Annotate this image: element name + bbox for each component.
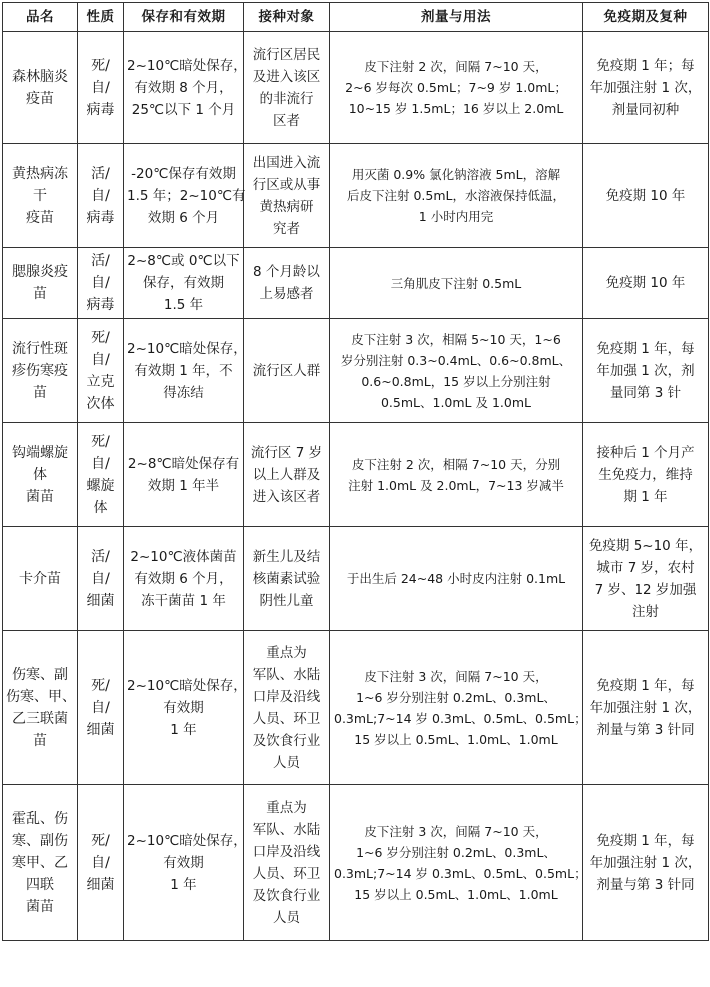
vaccine-name-cell	[3, 631, 78, 785]
cell-line: 得冻结	[163, 384, 204, 401]
table-row	[3, 319, 709, 423]
cell-line: 年加强注射 1 次，	[589, 79, 702, 96]
cell-line: 8 个月龄以	[253, 264, 320, 280]
nature-cell	[78, 248, 124, 319]
cell-line: 2~10℃暗处保存，	[127, 340, 247, 357]
dose-cell	[330, 631, 587, 785]
cell-line: 15 岁以上 0.5mL、1.0mL、1.0mL	[354, 731, 558, 747]
storage-cell	[124, 319, 247, 423]
cell-line: 黄热病研	[259, 198, 314, 215]
storage-cell	[124, 631, 247, 785]
cell-line: 次体	[86, 395, 115, 412]
vaccine-name-cell	[3, 527, 78, 631]
cell-line: -20℃保存有效期	[131, 165, 236, 182]
cell-line: 0.3mL;7~14 岁 0.3mL、0.5mL、0.5mL；	[334, 865, 587, 881]
dose-cell	[330, 785, 587, 941]
table-row	[3, 527, 709, 631]
target-cell	[244, 144, 330, 248]
immunity-cell	[583, 144, 709, 248]
vaccine-name-cell	[3, 248, 78, 319]
cell-line: 效期 6 个月	[147, 209, 220, 226]
nature-cell	[78, 32, 124, 144]
cell-line: 病毒	[86, 101, 115, 118]
cell-line: 及饮食行业	[252, 887, 321, 904]
target-cell	[244, 423, 330, 527]
nature-cell	[78, 423, 124, 527]
cell-line: 自/	[91, 854, 110, 871]
vaccine-name-cell	[3, 32, 78, 144]
header-nature: 性质	[78, 3, 124, 32]
cell-line: 0.5mL、1.0mL 及 1.0mL	[380, 394, 531, 410]
storage-cell	[124, 32, 247, 144]
cell-line: 自/	[91, 79, 110, 96]
cell-line: 皮下注射 2 次，间隔 7~10 天，	[364, 59, 548, 74]
table-row	[3, 248, 709, 319]
cell-line: 伤寒、甲、	[6, 688, 76, 705]
cell-line: 后皮下注射 0.5mL，水溶液保持低温，	[347, 188, 565, 203]
cell-line: 苗	[33, 286, 47, 302]
cell-line: 人员	[273, 909, 300, 926]
table-row	[3, 144, 709, 248]
cell-line: 军队、水陆	[252, 821, 321, 838]
immunity-cell	[583, 32, 709, 144]
cell-line: 自/	[91, 187, 110, 204]
cell-line: 皮下注射 2 次，相隔 7~10 天，分别	[351, 456, 561, 472]
cell-line: 自/	[91, 275, 110, 291]
cell-line: 7 岁、12 岁加强	[594, 581, 697, 598]
immunity-cell	[583, 248, 709, 319]
cell-line: 有效期	[163, 699, 204, 716]
cell-line: 流行区人群	[252, 362, 321, 379]
cell-line: 免疫期 5~10 年，	[588, 537, 703, 554]
cell-line: 出国进入流	[252, 154, 321, 171]
header-immunity: 免疫期及复种	[583, 3, 709, 32]
cell-line: 2~10℃暗处保存，	[127, 677, 247, 694]
dose-cell	[330, 248, 583, 319]
cell-line: 0.3mL;7~14 岁 0.3mL、0.5mL、0.5mL；	[334, 710, 587, 726]
immunity-cell	[583, 319, 709, 423]
immunity-cell	[583, 785, 709, 941]
cell-line: 期 1 年	[623, 488, 668, 505]
cell-line: 流行性斑	[12, 340, 68, 357]
table-row	[3, 32, 709, 144]
cell-line: 口岸及沿线	[252, 843, 321, 860]
vaccine-name-cell	[3, 144, 78, 248]
cell-line: 免疫期 1 年；每	[596, 57, 695, 74]
cell-line: 森林脑炎	[12, 68, 68, 85]
cell-line: 三角肌皮下注射 0.5mL	[390, 275, 522, 291]
storage-cell	[124, 785, 247, 941]
cell-line: 注射	[632, 603, 659, 620]
target-cell	[244, 527, 330, 631]
cell-line: 螺旋	[86, 477, 115, 494]
nature-cell	[78, 631, 124, 785]
vaccine-name-cell	[3, 785, 78, 941]
cell-line: 有效期 6 个月，	[134, 570, 233, 587]
header-dose: 剂量与用法	[330, 3, 583, 32]
cell-line: 的非流行	[259, 90, 314, 107]
cell-line: 黄热病冻	[12, 165, 68, 182]
table-row	[3, 423, 709, 527]
cell-line: 免疫期 1 年，每	[596, 832, 695, 849]
cell-line: 免疫期 10 年	[605, 187, 686, 204]
cell-line: 干	[33, 187, 47, 204]
cell-line: 皮下注射 3 次，间隔 7~10 天，	[364, 823, 548, 839]
cell-line: 剂量与第 3 针同	[596, 721, 695, 738]
cell-line: 人员、环卫	[252, 710, 321, 727]
cell-line: 15 岁以上 0.5mL、1.0mL、1.0mL	[354, 886, 558, 902]
cell-line: 生免疫力，维持	[598, 466, 693, 483]
immunity-cell	[583, 631, 709, 785]
cell-line: 苗	[33, 384, 47, 401]
table-header-row	[3, 3, 709, 32]
target-cell	[244, 248, 330, 319]
cell-line: 剂量与第 3 针同	[596, 876, 695, 893]
cell-line: 效期 1 年半	[147, 477, 220, 494]
vaccine-name-cell	[3, 423, 78, 527]
cell-line: 人员	[273, 754, 300, 771]
cell-line: 人员、环卫	[252, 865, 321, 882]
storage-cell	[124, 423, 244, 527]
cell-line: 注射 1.0mL 及 2.0mL，7~13 岁减半	[348, 477, 564, 493]
nature-cell	[78, 319, 124, 423]
cell-line: 自/	[91, 351, 110, 368]
cell-line: 死/	[91, 677, 110, 694]
cell-line: 免疫期 10 年	[605, 275, 686, 291]
cell-line: 体	[93, 499, 108, 516]
cell-line: 2~8℃暗处保存有	[127, 455, 240, 472]
target-cell	[244, 785, 330, 941]
cell-line: 2~8℃或 0℃以下	[127, 253, 240, 269]
cell-line: 量同第 3 针	[609, 384, 682, 401]
cell-line: 卡介苗	[19, 570, 61, 587]
cell-line: 流行区 7 岁	[250, 444, 323, 461]
cell-line: 核菌素试验	[252, 570, 321, 587]
nature-cell	[78, 785, 124, 941]
cell-line: 冻干菌苗 1 年	[141, 592, 226, 609]
cell-line: 1 年	[170, 721, 197, 738]
cell-line: 死/	[91, 329, 110, 346]
cell-line: 于出生后 24~48 小时皮内注射 0.1mL	[346, 571, 566, 586]
cell-line: 寒、副伤	[12, 832, 68, 849]
cell-line: 年加强 1 次，剂	[596, 362, 695, 379]
cell-line: 行区或从事	[252, 176, 321, 193]
cell-line: 自/	[91, 699, 110, 716]
cell-line: 四联	[26, 876, 54, 893]
cell-line: 1~6 岁分别注射 0.2mL、0.3mL、	[356, 844, 556, 860]
cell-line: 立克	[86, 373, 115, 390]
dose-cell	[330, 527, 583, 631]
cell-line: 重点为	[266, 644, 307, 661]
cell-line: 军队、水陆	[252, 666, 321, 683]
cell-line: 1 年	[170, 876, 197, 893]
cell-line: 及饮食行业	[252, 732, 321, 749]
cell-line: 2~10℃暗处保存，	[127, 832, 247, 849]
cell-line: 流行区居民	[252, 46, 321, 63]
vaccine-table	[2, 2, 709, 941]
cell-line: 腮腺炎疫	[12, 264, 68, 280]
cell-line: 伤寒、副	[12, 666, 68, 683]
cell-line: 重点为	[266, 799, 307, 816]
table-body	[3, 32, 709, 941]
cell-line: 乙三联菌	[12, 710, 68, 727]
immunity-cell	[583, 527, 709, 631]
cell-line: 城市 7 岁，农村	[596, 559, 695, 576]
cell-line: 岁分别注射 0.3~0.4mL、0.6~0.8mL、	[340, 352, 572, 368]
cell-line: 死/	[91, 832, 110, 849]
cell-line: 免疫期 1 年，每	[596, 677, 695, 694]
cell-line: 口岸及沿线	[252, 688, 321, 705]
header-target: 接种对象	[244, 3, 330, 32]
cell-line: 活/	[91, 165, 110, 182]
cell-line: 上易感者	[259, 286, 314, 302]
cell-line: 菌苗	[26, 488, 54, 505]
cell-line: 阴性儿童	[259, 592, 314, 609]
cell-line: 25℃以下 1 个月	[131, 101, 236, 118]
cell-line: 用灭菌 0.9% 氯化钠溶液 5mL，溶解	[351, 167, 561, 182]
target-cell	[244, 631, 330, 785]
cell-line: 自/	[91, 455, 110, 472]
nature-cell	[78, 527, 124, 631]
cell-line: 霍乱、伤	[12, 810, 68, 827]
cell-line: 菌苗	[26, 898, 54, 915]
cell-line: 1.5 年	[163, 297, 204, 313]
cell-line: 体	[33, 466, 47, 483]
cell-line: 1.5 年；2~10℃有	[127, 187, 246, 204]
cell-line: 有效期	[163, 854, 204, 871]
cell-line: 区者	[273, 112, 300, 129]
cell-line: 2~10℃暗处保存，	[127, 57, 247, 74]
cell-line: 1~6 岁分别注射 0.2mL、0.3mL、	[356, 689, 556, 705]
cell-line: 苗	[33, 732, 47, 749]
storage-cell	[124, 144, 244, 248]
dose-cell	[330, 32, 583, 144]
header-storage: 保存和有效期	[124, 3, 244, 32]
cell-line: 接种后 1 个月产	[596, 444, 695, 461]
cell-line: 及进入该区	[252, 68, 321, 85]
cell-line: 1 小时内用完	[418, 209, 494, 224]
table-row	[3, 631, 709, 785]
dose-cell	[330, 319, 583, 423]
cell-line: 病毒	[86, 297, 115, 313]
cell-line: 年加强注射 1 次，	[589, 699, 702, 716]
cell-line: 进入该区者	[252, 488, 321, 505]
storage-cell	[124, 527, 244, 631]
cell-line: 病毒	[86, 209, 115, 226]
dose-cell	[330, 144, 583, 248]
cell-line: 以上人群及	[252, 466, 321, 483]
cell-line: 有效期 8 个月，	[134, 79, 233, 96]
target-cell	[244, 32, 330, 144]
cell-line: 2~6 岁每次 0.5mL；7~9 岁 1.0mL；	[345, 80, 567, 95]
cell-line: 疫苗	[26, 209, 54, 226]
table-row	[3, 785, 709, 941]
cell-line: 疹伤寒疫	[12, 362, 68, 379]
cell-line: 10~15 岁 1.5mL；16 岁以上 2.0mL	[348, 101, 564, 116]
nature-cell	[78, 144, 124, 248]
cell-line: 新生儿及结	[252, 548, 321, 565]
cell-line: 2~10℃液体菌苗	[130, 548, 237, 565]
cell-line: 皮下注射 3 次，间隔 7~10 天，	[364, 668, 548, 684]
cell-line: 死/	[91, 433, 110, 450]
dose-cell	[330, 423, 583, 527]
cell-line: 活/	[91, 253, 110, 269]
cell-line: 寒甲、乙	[12, 854, 68, 871]
cell-line: 死/	[91, 57, 110, 74]
cell-line: 钩端螺旋	[12, 444, 68, 461]
vaccine-name-cell	[3, 319, 78, 423]
cell-line: 0.6~0.8mL，15 岁以上分别注射	[361, 373, 551, 389]
cell-line: 剂量同初种	[611, 101, 680, 118]
cell-line: 保存，有效期	[143, 275, 224, 291]
cell-line: 细菌	[86, 592, 115, 609]
cell-line: 活/	[91, 548, 110, 565]
cell-line: 免疫期 1 年，每	[596, 340, 695, 357]
cell-line: 疫苗	[26, 90, 54, 107]
cell-line: 细菌	[86, 876, 115, 893]
cell-line: 自/	[91, 570, 110, 587]
cell-line: 细菌	[86, 721, 115, 738]
storage-cell	[124, 248, 244, 319]
cell-line: 皮下注射 3 次，相隔 5~10 天，1~6	[351, 331, 561, 347]
header-name: 品名	[3, 3, 78, 32]
cell-line: 年加强注射 1 次，	[589, 854, 702, 871]
immunity-cell	[583, 423, 709, 527]
cell-line: 有效期 1 年，不	[134, 362, 233, 379]
cell-line: 究者	[273, 220, 300, 237]
target-cell	[244, 319, 330, 423]
